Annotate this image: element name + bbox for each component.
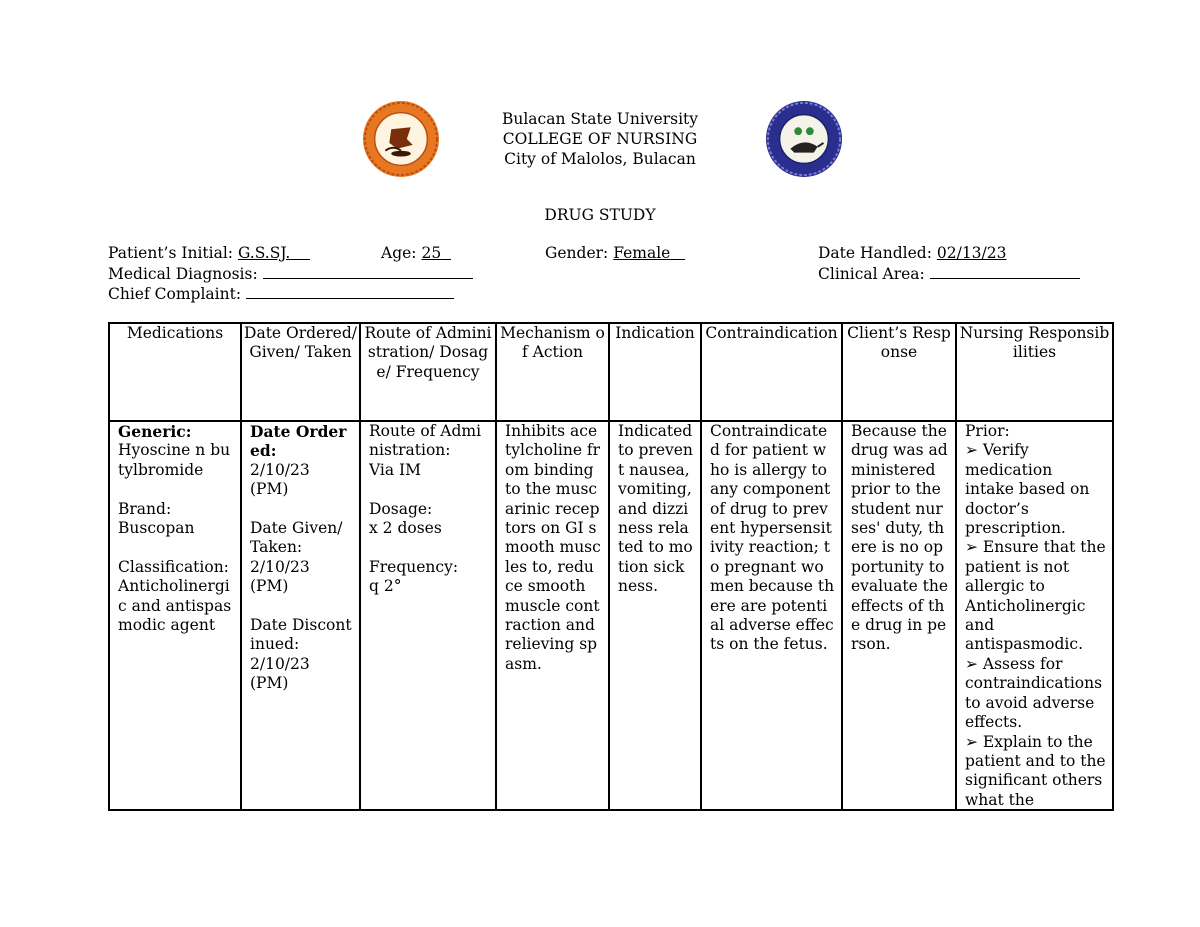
table-row bbox=[109, 421, 1113, 810]
medical-diagnosis-blank bbox=[263, 263, 473, 279]
cell-dates bbox=[241, 421, 360, 810]
drug-study-table bbox=[108, 322, 1114, 811]
date-ordered-label: Date Ordered: bbox=[250, 422, 347, 461]
cell-route: Route of Administration: Via IM Dosage: x 2 doses Frequency: q 2° bbox=[360, 421, 496, 810]
header-indication: Indication bbox=[609, 323, 701, 421]
patient-gender-value: Female bbox=[613, 244, 671, 262]
table-header-row bbox=[109, 323, 1113, 421]
patient-initial-value: G.S.SJ. bbox=[237, 244, 291, 262]
cell-contraindication: Contraindicated for patient who is allergy to any component of drug to prevent hypersensitivity reaction; to pregnant women because there are potential adverse effects on the fetus. bbox=[701, 421, 842, 810]
date-handled: Date Handled: 02/13/23 bbox=[818, 244, 1007, 262]
patient-initial: Patient’s Initial: G.S.SJ. bbox=[108, 243, 310, 263]
classification: Classification: Anticholinergic and antispasmodic agent bbox=[118, 557, 232, 635]
header-mechanism: Mechanism of Action bbox=[496, 323, 609, 421]
generic-value: Hyoscine n butylbromide bbox=[118, 441, 231, 479]
header-client-response: Client’s Response bbox=[842, 323, 956, 421]
university-name: Bulacan State University bbox=[501, 110, 699, 128]
header-contraindication: Contraindication bbox=[701, 323, 842, 421]
chief-complaint-blank bbox=[246, 283, 454, 299]
cell-indication: Indicated to prevent nausea, vomiting, and dizziness related to motion sickness. bbox=[609, 421, 701, 810]
clinical-area-blank bbox=[930, 263, 1080, 279]
cell-mechanism: Inhibits acetylcholine from binding to the muscarinic receptors on GI smooth muscles to, reduce smooth muscle contraction and relieving spasm. bbox=[496, 421, 609, 810]
clinical-area: Clinical Area: bbox=[818, 263, 1080, 284]
date-handled-value: 02/13/23 bbox=[936, 244, 1007, 262]
header-date: Date Ordered/ Given/ Taken bbox=[241, 323, 360, 421]
header-route: Route of Administration/ Dosage/ Frequency bbox=[360, 323, 496, 421]
patient-age-value: 25 bbox=[421, 244, 442, 262]
medical-diagnosis: Medical Diagnosis: bbox=[108, 263, 473, 284]
document-header bbox=[400, 109, 800, 169]
header-medications: Medications bbox=[109, 323, 241, 421]
document-title: DRUG STUDY bbox=[544, 206, 656, 224]
date-ordered-value: 2/10/23 (PM) bbox=[250, 460, 310, 499]
brand: Brand: Buscopan bbox=[118, 499, 195, 538]
cell-medications bbox=[109, 421, 241, 810]
date-given: Date Given/ Taken: 2/10/23 (PM) bbox=[250, 519, 343, 596]
header-nursing: Nursing Responsibilities bbox=[956, 323, 1113, 421]
date-discontinued: Date Discontinued: 2/10/23 (PM) bbox=[250, 616, 352, 693]
chief-complaint: Chief Complaint: bbox=[108, 283, 454, 304]
cell-nursing: Prior: ➢ Verify medication intake based on doctor’s prescription. ➢ Ensure that the patient is not allergic to Anticholinergic and antispasmodic. ➢ Assess for contraindications to avoid adverse effects. ➢ Explain to the patient and to the significant others what the bbox=[956, 421, 1113, 810]
generic-label: Generic: bbox=[118, 422, 192, 441]
patient-gender: Gender: Female bbox=[545, 243, 685, 263]
city-name: City of Malolos, Bulacan bbox=[504, 150, 696, 168]
cell-client-response: Because the drug was administered prior to the student nurses' duty, there is no opportunity to evaluate the effects of the drug in person. bbox=[842, 421, 956, 810]
college-name: COLLEGE OF NURSING bbox=[502, 130, 698, 148]
patient-age: Age: 25 bbox=[381, 243, 451, 263]
